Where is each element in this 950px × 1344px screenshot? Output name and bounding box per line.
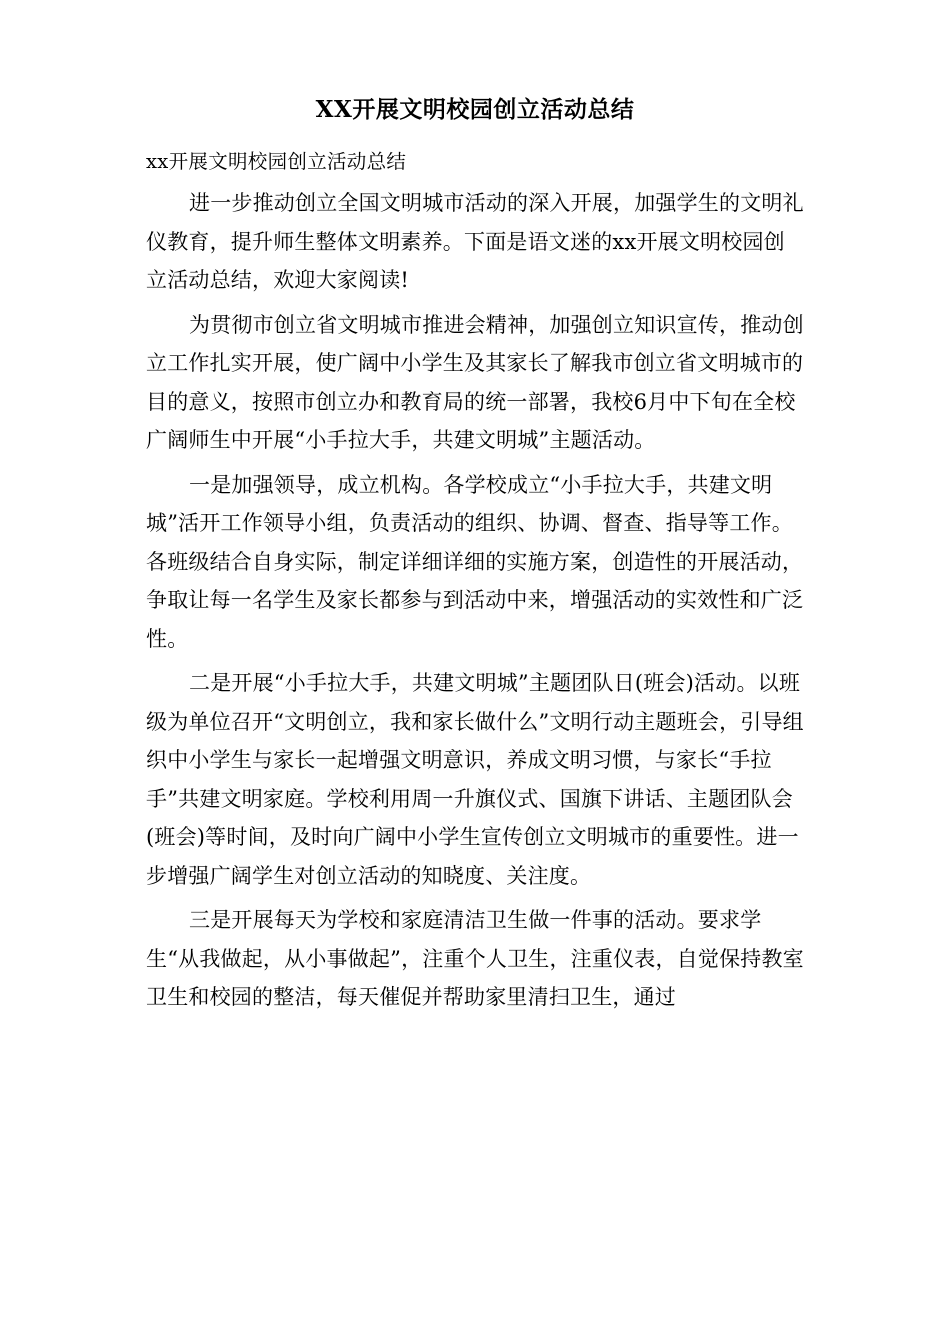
document-body xyxy=(146,142,806,1023)
document-subtitle: xx开展文明校园创立活动总结 xyxy=(146,150,407,173)
document-title: XX开展文明校园创立活动总结 xyxy=(315,96,635,123)
paragraph-point-one: 一是加强领导，成立机构。各学校成立“小手拉大手，共建文明城”活开工作领导小组，负责活动的组织、协调、督查、指导等工作。各班级结合自身实际，制定详细详细的实施方案，创造性的开展活动，争取让每一名学生及家长都参与到活动中来，增强活动的实效性和广泛性。 xyxy=(146,472,804,651)
paragraph-background: 为贯彻市创立省文明城市推进会精神，加强创立知识宣传，推动创立工作扎实开展，使广阔中小学生及其家长了解我市创立省文明城市的目的意义，按照市创立办和教育局的统一部署，我校6月中下旬在全校广阔师生中开展“小手拉大手，共建文明城”主题活动。 xyxy=(146,312,804,452)
paragraph-point-three: 三是开展每天为学校和家庭清洁卫生做一件事的活动。要求学生“从我做起，从小事做起”，注重个人卫生，注重仪表，自觉保持教室卫生和校园的整洁，每天催促并帮助家里清扫卫生，通过 xyxy=(146,908,804,1009)
paragraph-intro: 进一步推动创立全国文明城市活动的深入开展，加强学生的文明礼仪教育，提升师生整体文明素养。下面是语文迷的xx开展文明校园创立活动总结，欢迎大家阅读! xyxy=(146,191,804,292)
paragraph-point-two: 二是开展“小手拉大手，共建文明城”主题团队日(班会)活动。以班级为单位召开“文明创立，我和家长做什么”文明行动主题班会，引导组织中小学生与家长一起增强文明意识，养成文明习惯，与家长“手拉手”共建文明家庭。学校利用周一升旗仪式、国旗下讲话、主题团队会(班会)等时间，及时向广阔中小学生宣传创立文明城市的重要性。进一步增强广阔学生对创立活动的知晓度、关注度。 xyxy=(146,671,804,888)
